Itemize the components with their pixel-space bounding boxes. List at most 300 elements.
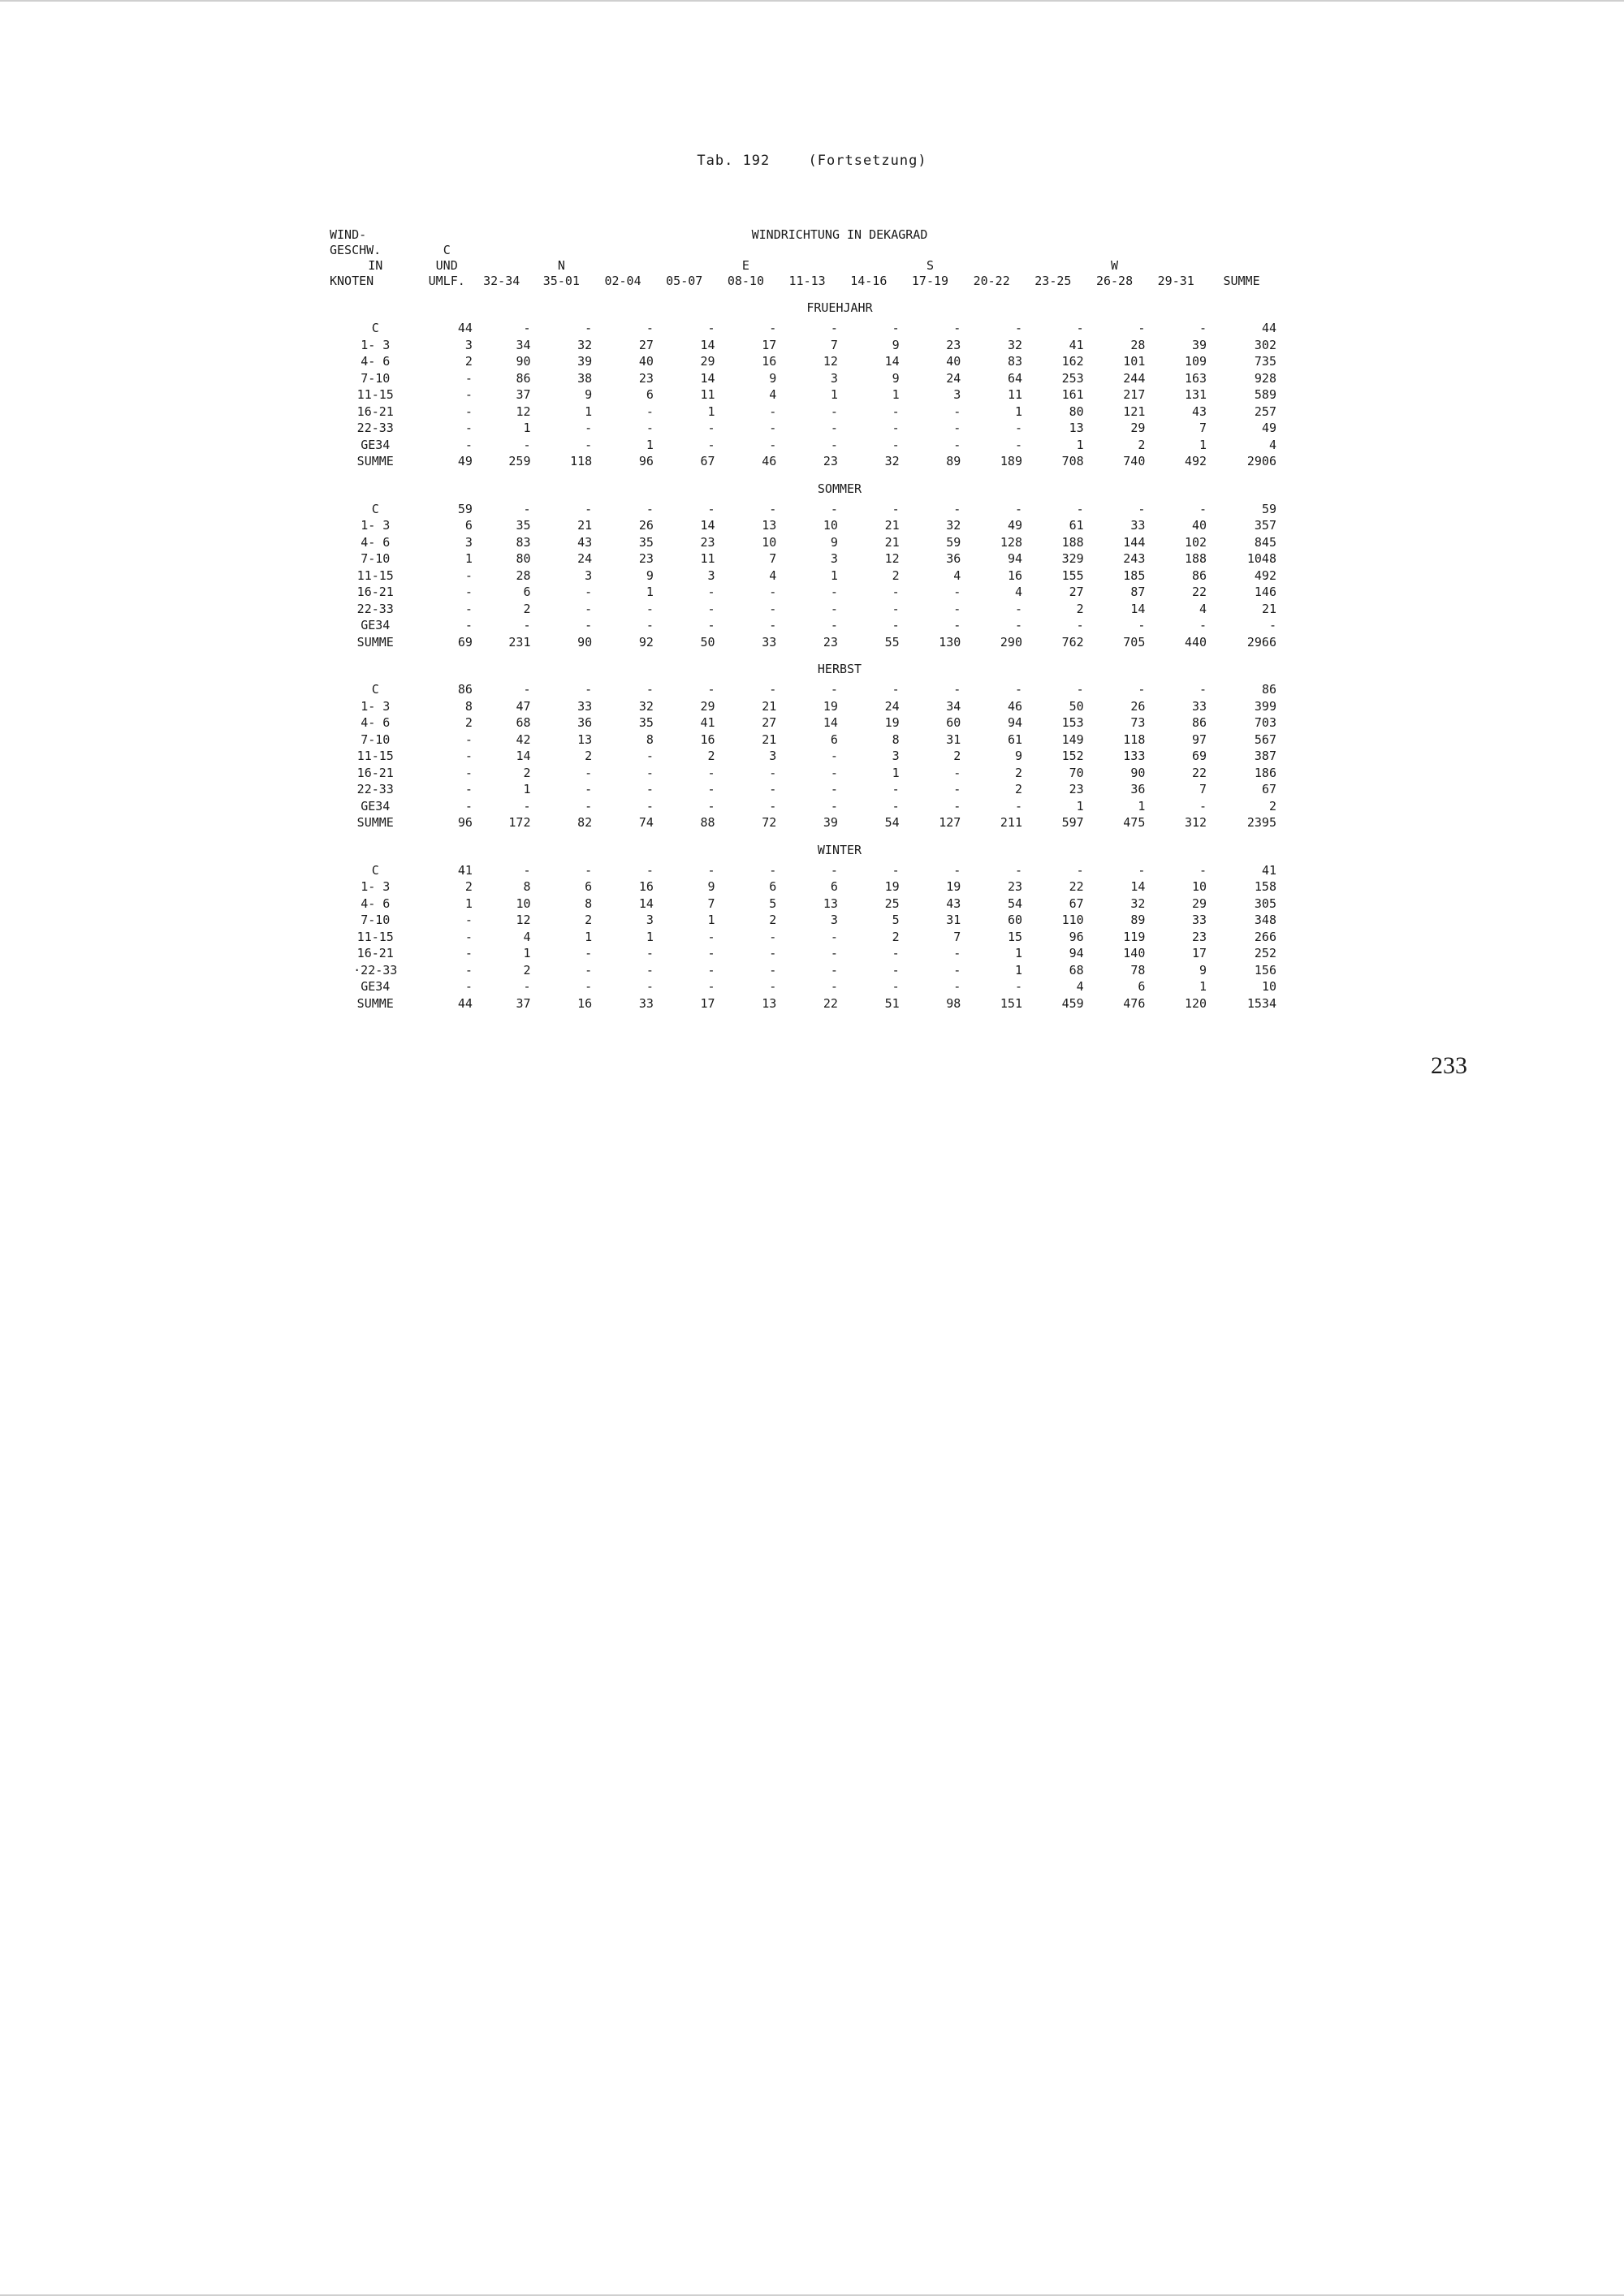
row-total-cell: 2966 [1246, 634, 1276, 650]
count-cell: 8 [585, 896, 593, 911]
count-cell: 86 [516, 370, 531, 386]
count-cell: 1 [523, 421, 531, 435]
count-cell: - [585, 946, 593, 960]
table-row [330, 437, 1276, 454]
count-cell: 7 [953, 929, 961, 944]
table-row [330, 617, 1276, 634]
count-cell: - [1138, 862, 1146, 878]
count-cell: - [707, 862, 715, 878]
count-cell: 70 [1069, 765, 1084, 780]
stub-header-line: KNOTEN [330, 274, 374, 288]
compass-direction-label: W [1111, 258, 1119, 273]
row-total-cell: 257 [1254, 404, 1276, 419]
count-cell: 2 [1138, 437, 1146, 452]
count-cell: 14 [700, 518, 715, 533]
count-cell: - [707, 929, 715, 944]
count-cell: - [1138, 321, 1146, 335]
count-cell: - [769, 585, 777, 599]
count-cell: - [892, 862, 900, 878]
count-cell: - [523, 862, 531, 878]
calm-count-cell: - [464, 749, 473, 763]
count-cell: 47 [516, 698, 531, 714]
season-heading-row [330, 470, 1276, 501]
count-cell: 94 [1007, 715, 1022, 730]
count-cell: - [892, 962, 900, 978]
count-cell: 51 [884, 995, 900, 1011]
calm-count-cell: 3 [464, 337, 473, 352]
count-cell: 130 [939, 634, 961, 650]
count-cell: 69 [1192, 749, 1207, 763]
calm-count-cell: - [464, 765, 473, 780]
count-cell: - [1138, 618, 1146, 632]
count-cell: 2 [1014, 765, 1022, 780]
count-cell: 188 [1061, 534, 1084, 550]
count-cell: - [892, 437, 900, 452]
count-cell: - [1138, 682, 1146, 697]
wind-frequency-table [330, 227, 1276, 1012]
count-cell: 67 [700, 454, 715, 468]
count-cell: 2 [769, 913, 777, 927]
count-cell: - [892, 946, 900, 960]
count-cell: - [707, 765, 715, 780]
count-cell: - [892, 618, 900, 632]
season-heading-row [330, 831, 1276, 862]
count-cell: 1 [707, 913, 715, 927]
count-cell: 1 [1076, 798, 1084, 814]
count-cell: 14 [1130, 879, 1146, 894]
count-cell: - [769, 798, 777, 814]
count-cell: 50 [1069, 698, 1084, 714]
speed-class-label: C [371, 862, 379, 878]
table-row [330, 534, 1276, 551]
count-cell: - [646, 321, 654, 335]
calm-count-cell: - [464, 404, 473, 419]
count-cell: 14 [884, 354, 900, 369]
speed-class-label: C [371, 682, 379, 697]
count-cell: 14 [700, 370, 715, 386]
count-cell: - [707, 421, 715, 435]
count-cell: 185 [1123, 568, 1146, 583]
count-cell: - [769, 946, 777, 960]
table-row [330, 453, 1276, 470]
row-total-cell: 266 [1254, 929, 1276, 944]
count-cell: 33 [638, 995, 654, 1011]
count-cell: 27 [638, 337, 654, 352]
calm-header-line: UND [435, 258, 458, 273]
calm-count-cell: 2 [464, 354, 473, 369]
count-cell: - [769, 682, 777, 697]
count-cell: - [953, 765, 961, 780]
count-cell: - [769, 979, 777, 994]
count-cell: 16 [1007, 568, 1022, 583]
row-total-cell: 357 [1254, 518, 1276, 533]
count-cell: 59 [946, 534, 961, 550]
scan-top-edge [0, 0, 1624, 2]
count-cell: 118 [570, 454, 593, 468]
speed-class-label: 16-21 [356, 765, 394, 780]
count-cell: 19 [946, 879, 961, 894]
count-cell: 4 [1199, 601, 1207, 616]
count-cell: 9 [892, 337, 900, 352]
count-cell: 7 [707, 896, 715, 911]
table-row [330, 501, 1276, 518]
count-cell: 7 [830, 337, 838, 352]
count-cell: - [1138, 501, 1146, 516]
row-total-cell: 41 [1261, 862, 1276, 878]
count-cell: 22 [1192, 765, 1207, 780]
count-cell: - [830, 798, 838, 814]
speed-class-label: 11-15 [356, 749, 394, 763]
count-cell: 102 [1184, 534, 1207, 550]
count-cell: - [953, 979, 961, 994]
count-cell: 6 [585, 879, 593, 894]
count-cell: - [769, 765, 777, 780]
count-cell: 131 [1184, 387, 1207, 402]
count-cell: 27 [762, 715, 777, 730]
count-cell: - [585, 682, 593, 697]
count-cell: 4 [769, 568, 777, 583]
compass-direction-label [473, 258, 531, 274]
count-cell: 40 [1192, 518, 1207, 533]
count-cell: 14 [516, 749, 531, 763]
count-cell: 32 [1007, 337, 1022, 352]
row-total-cell: 158 [1254, 879, 1276, 894]
speed-class-label: 22-33 [356, 601, 394, 616]
count-cell: - [1014, 798, 1022, 814]
count-cell: - [523, 979, 531, 994]
count-cell: 32 [884, 454, 900, 468]
count-cell: - [646, 798, 654, 814]
count-cell: 9 [892, 370, 900, 386]
count-cell: 3 [646, 913, 654, 927]
count-cell: 37 [516, 995, 531, 1011]
count-cell: - [769, 404, 777, 419]
speed-class-label: 7-10 [361, 370, 391, 386]
count-cell: 127 [939, 815, 961, 830]
row-total-cell: 305 [1254, 896, 1276, 911]
table-row [330, 748, 1276, 765]
count-cell: 90 [1130, 765, 1146, 780]
count-cell: 94 [1069, 946, 1084, 960]
count-cell: 24 [946, 370, 961, 386]
season-heading: WINTER [817, 842, 862, 857]
count-cell: 96 [638, 454, 654, 468]
table-row [330, 929, 1276, 946]
count-cell: 118 [1123, 732, 1146, 747]
count-cell: 2 [585, 913, 593, 927]
count-cell: - [646, 962, 654, 978]
table-row [330, 568, 1276, 585]
count-cell: 13 [762, 518, 777, 533]
compass-direction-label [961, 258, 1022, 274]
count-cell: 149 [1061, 732, 1084, 747]
count-cell: 39 [577, 354, 593, 369]
count-cell: 68 [516, 715, 531, 730]
count-cell: 152 [1061, 749, 1084, 763]
count-cell: - [585, 321, 593, 335]
count-cell: 3 [830, 370, 838, 386]
count-cell: 244 [1123, 370, 1146, 386]
count-cell: 2 [585, 749, 593, 763]
count-cell: 17 [762, 337, 777, 352]
count-cell: - [769, 437, 777, 452]
count-cell: 32 [946, 518, 961, 533]
count-cell: 128 [1000, 534, 1022, 550]
calm-count-cell: 1 [464, 551, 473, 566]
count-cell: - [769, 601, 777, 616]
speed-class-label: 4- 6 [361, 534, 391, 550]
speed-class-label: 7-10 [361, 732, 391, 747]
table-row [330, 798, 1276, 815]
count-cell: 3 [892, 749, 900, 763]
count-cell: - [769, 962, 777, 978]
count-cell: - [646, 682, 654, 697]
sector-header: 08-10 [727, 274, 764, 288]
count-cell: 5 [769, 896, 777, 911]
count-cell: 29 [700, 354, 715, 369]
count-cell: 1 [892, 765, 900, 780]
count-cell: 329 [1061, 551, 1084, 566]
count-cell: 86 [1192, 568, 1207, 583]
compass-direction-label [592, 258, 654, 274]
count-cell: 50 [700, 634, 715, 650]
count-cell: 33 [577, 698, 593, 714]
count-cell: 72 [762, 815, 777, 830]
stub-header-line: WIND- [330, 227, 367, 242]
count-cell: - [1014, 437, 1022, 452]
count-cell: 97 [1192, 732, 1207, 747]
count-cell: 74 [638, 815, 654, 830]
table-row [330, 370, 1276, 387]
row-total-cell: 567 [1254, 732, 1276, 747]
row-total-cell: 2395 [1246, 815, 1276, 830]
count-cell: 459 [1061, 995, 1084, 1011]
compass-direction-label [776, 258, 838, 274]
count-cell: - [830, 404, 838, 419]
count-cell: - [1076, 682, 1084, 697]
count-cell: 133 [1123, 749, 1146, 763]
row-total-cell: 67 [1261, 782, 1276, 796]
count-cell: - [830, 421, 838, 435]
table-row [330, 404, 1276, 421]
speed-class-label: SUMME [356, 634, 394, 650]
count-cell: 37 [516, 387, 531, 402]
stub-header-line: IN [368, 258, 383, 273]
count-cell: 4 [1014, 585, 1022, 599]
count-cell: - [953, 501, 961, 516]
count-cell: 1 [1014, 962, 1022, 978]
count-cell: 7 [1199, 782, 1207, 796]
speed-class-label: GE34 [361, 979, 391, 994]
count-cell: - [953, 421, 961, 435]
speed-class-label: 16-21 [356, 946, 394, 960]
count-cell: 33 [1130, 518, 1146, 533]
count-cell: - [646, 421, 654, 435]
count-cell: 762 [1061, 634, 1084, 650]
count-cell: 23 [1069, 782, 1084, 796]
count-cell: 23 [700, 534, 715, 550]
count-cell: - [707, 962, 715, 978]
table-row [330, 896, 1276, 913]
count-cell: 98 [946, 995, 961, 1011]
count-cell: 24 [577, 551, 593, 566]
calm-count-cell: - [464, 946, 473, 960]
count-cell: - [1199, 501, 1207, 516]
count-cell: - [830, 618, 838, 632]
speed-class-label: SUMME [356, 995, 394, 1011]
count-cell: - [1199, 682, 1207, 697]
count-cell: - [953, 682, 961, 697]
count-cell: - [830, 782, 838, 796]
table-row [330, 386, 1276, 404]
count-cell: 1 [1138, 798, 1146, 814]
row-total-cell: 10 [1261, 979, 1276, 994]
row-total-cell: 252 [1254, 946, 1276, 960]
calm-count-cell: - [464, 962, 473, 978]
calm-count-cell: - [464, 732, 473, 747]
count-cell: 153 [1061, 715, 1084, 730]
count-cell: 10 [516, 896, 531, 911]
count-cell: 21 [884, 534, 900, 550]
count-cell: - [646, 782, 654, 796]
count-cell: 19 [823, 698, 838, 714]
count-cell: - [585, 798, 593, 814]
count-cell: - [953, 404, 961, 419]
count-cell: - [1014, 321, 1022, 335]
calm-count-cell: 49 [457, 454, 473, 468]
count-cell: 10 [1192, 879, 1207, 894]
count-cell: 162 [1061, 354, 1084, 369]
count-cell: 1 [1076, 437, 1084, 452]
count-cell: 61 [1069, 518, 1084, 533]
count-cell: 6 [769, 879, 777, 894]
count-cell: 1 [585, 929, 593, 944]
count-cell: 492 [1184, 454, 1207, 468]
calm-header-line: C [443, 243, 451, 257]
calm-count-cell: - [464, 979, 473, 994]
count-cell: 43 [946, 896, 961, 911]
calm-count-cell: 86 [457, 682, 473, 697]
table-row [330, 681, 1276, 698]
count-cell: - [892, 421, 900, 435]
table-row [330, 601, 1276, 618]
count-cell: - [830, 862, 838, 878]
count-cell: 4 [1076, 979, 1084, 994]
count-cell: 12 [884, 551, 900, 566]
count-cell: - [1076, 618, 1084, 632]
count-cell: - [953, 962, 961, 978]
count-cell: - [769, 782, 777, 796]
compass-direction-label [1207, 258, 1276, 274]
count-cell: 7 [769, 551, 777, 566]
row-total-cell: 2906 [1246, 454, 1276, 468]
calm-count-cell: 41 [457, 862, 473, 878]
count-cell: - [1199, 321, 1207, 335]
count-cell: 34 [516, 337, 531, 352]
calm-header-line: UMLF. [428, 274, 465, 288]
count-cell: - [646, 601, 654, 616]
header-row-compass [330, 258, 1276, 274]
count-cell: - [646, 862, 654, 878]
count-cell: 60 [946, 715, 961, 730]
count-cell: - [646, 404, 654, 419]
count-cell: - [585, 501, 593, 516]
count-cell: - [769, 421, 777, 435]
count-cell: 54 [884, 815, 900, 830]
calm-count-cell: 3 [464, 534, 473, 550]
count-cell: - [1014, 682, 1022, 697]
count-cell: - [769, 862, 777, 878]
count-cell: 1 [830, 568, 838, 583]
count-cell: 290 [1000, 634, 1022, 650]
row-total-cell: 49 [1261, 421, 1276, 435]
count-cell: 14 [700, 337, 715, 352]
count-cell: 21 [577, 518, 593, 533]
count-cell: 61 [1007, 732, 1022, 747]
count-cell: - [1076, 321, 1084, 335]
count-cell: - [646, 946, 654, 960]
count-cell: 2 [1076, 601, 1084, 616]
compass-direction-label: N [557, 258, 565, 273]
count-cell: - [769, 501, 777, 516]
speed-class-label: 4- 6 [361, 354, 391, 369]
count-cell: 46 [762, 454, 777, 468]
count-cell: - [707, 618, 715, 632]
row-total-cell: 156 [1254, 962, 1276, 978]
count-cell: 597 [1061, 815, 1084, 830]
count-cell: 172 [508, 815, 531, 830]
count-cell: 144 [1123, 534, 1146, 550]
count-cell: 4 [953, 568, 961, 583]
count-cell: 9 [585, 387, 593, 402]
count-cell: 189 [1000, 454, 1022, 468]
count-cell: 26 [638, 518, 654, 533]
compass-direction-label: E [741, 258, 749, 273]
count-cell: 23 [823, 454, 838, 468]
count-cell: 16 [762, 354, 777, 369]
count-cell: 68 [1069, 962, 1084, 978]
row-total-cell: 845 [1254, 534, 1276, 550]
count-cell: 24 [884, 698, 900, 714]
count-cell: 22 [823, 995, 838, 1011]
table-row [330, 732, 1276, 749]
count-cell: - [523, 321, 531, 335]
count-cell: 38 [577, 370, 593, 386]
table-row [330, 714, 1276, 732]
count-cell: 16 [700, 732, 715, 747]
count-cell: 440 [1184, 634, 1207, 650]
count-cell: 35 [638, 715, 654, 730]
sector-header: SUMME [1223, 274, 1260, 288]
count-cell: 13 [1069, 421, 1084, 435]
count-cell: 6 [830, 879, 838, 894]
count-cell: 1 [523, 946, 531, 960]
count-cell: 15 [1007, 929, 1022, 944]
count-cell: 33 [762, 634, 777, 650]
count-cell: 475 [1123, 815, 1146, 830]
count-cell: 36 [577, 715, 593, 730]
count-cell: 740 [1123, 454, 1146, 468]
count-cell: 90 [577, 634, 593, 650]
season-heading-row [330, 289, 1276, 320]
count-cell: 4 [523, 929, 531, 944]
calm-count-cell: 6 [464, 518, 473, 533]
count-cell: - [830, 979, 838, 994]
count-cell: - [830, 749, 838, 763]
row-total-cell: 86 [1261, 682, 1276, 697]
speed-class-label: 1- 3 [361, 879, 391, 894]
count-cell: - [830, 601, 838, 616]
